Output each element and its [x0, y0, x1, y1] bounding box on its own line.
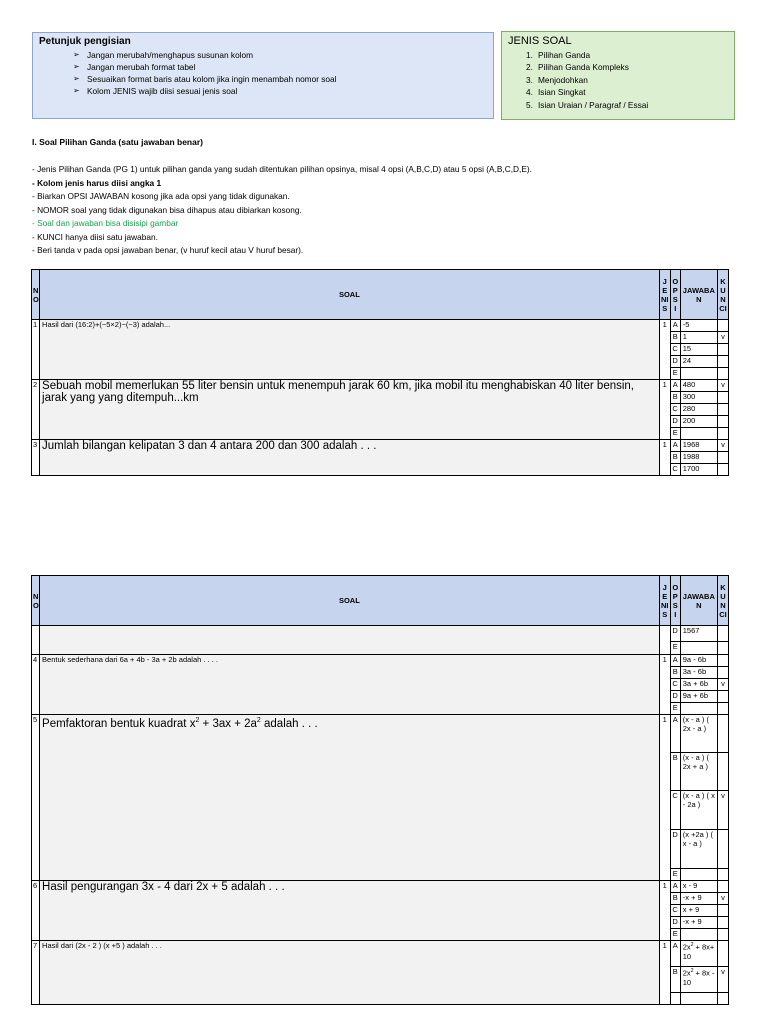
option-label: C — [670, 791, 680, 830]
question-text: Hasil dari (2x - 2 ) (x +5 ) adalah . . . — [40, 941, 660, 1005]
option-label: B — [670, 392, 680, 404]
option-answer: (x - a ) ( 2x + a ) — [680, 753, 717, 791]
option-label: B — [670, 667, 680, 679]
option-key — [717, 655, 728, 667]
question-type-item: 3. Menjodohkan — [526, 74, 588, 85]
option-label: C — [670, 344, 680, 356]
option-key — [717, 452, 728, 464]
header-jenis: JENIS — [659, 270, 670, 320]
note-line: - Kolom jenis harus diisi angka 1 — [32, 177, 162, 188]
question-types-list — [526, 49, 648, 111]
option-answer: 1 — [680, 332, 717, 344]
option-label: A — [670, 380, 680, 392]
option-label: B — [670, 452, 680, 464]
option-key: v — [717, 440, 728, 452]
option-label: E — [670, 703, 680, 715]
option-answer: 280 — [680, 404, 717, 416]
questions-table-2 — [31, 575, 729, 1005]
question-text — [40, 626, 660, 655]
option-label: D — [670, 626, 680, 642]
option-key — [717, 753, 728, 791]
arrow-bullet-icon: ➢ — [73, 74, 80, 83]
questions-table-1 — [31, 269, 729, 476]
option-label: D — [670, 691, 680, 703]
option-label: A — [670, 655, 680, 667]
question-types-title: JENIS SOAL — [508, 35, 572, 47]
option-answer: 300 — [680, 392, 717, 404]
note-line: - Biarkan OPSI JAWABAN kosong jika ada opsi yang tidak digunakan. — [32, 191, 290, 201]
option-label: A — [670, 440, 680, 452]
question-number — [32, 626, 40, 655]
question-jenis: 1 — [659, 440, 670, 476]
option-answer: 1700 — [680, 464, 717, 476]
question-jenis: 1 — [659, 715, 670, 881]
option-key — [717, 667, 728, 679]
question-type-item: 4. Isian Singkat — [526, 87, 586, 98]
option-key — [717, 368, 728, 380]
header-opsi: OPSI — [670, 576, 680, 626]
option-answer — [680, 869, 717, 881]
option-answer: 3a + 6b — [680, 679, 717, 691]
option-key — [717, 626, 728, 642]
note-line: - Beri tanda v pada opsi jawaban benar, (v huruf kecil atau V huruf besar). — [32, 245, 304, 255]
option-label: D — [670, 917, 680, 929]
question-text: Sebuah mobil memerlukan 55 liter bensin untuk menempuh jarak 60 km, jika mobil itu menghabiskan 40 liter bensin, jarak yang yang ditempuh...km — [40, 380, 660, 440]
option-key — [717, 929, 728, 941]
header-no: NO — [32, 576, 40, 626]
section-title: I. Soal Pilihan Ganda (satu jawaban benar) — [32, 137, 203, 147]
option-answer: (x - a ) ( 2x - a ) — [680, 715, 717, 753]
header-soal: SOAL — [40, 576, 660, 626]
option-answer: 1988 — [680, 452, 717, 464]
question-number: 4 — [32, 655, 40, 715]
option-key — [717, 869, 728, 881]
option-label: C — [670, 464, 680, 476]
header-opsi: OPSI — [670, 270, 680, 320]
option-answer: $2x^2 + 8x+ 10$ — [680, 941, 717, 967]
option-key — [717, 392, 728, 404]
note-line: - KUNCI hanya diisi satu jawaban. — [32, 231, 158, 242]
option-key — [717, 703, 728, 715]
arrow-bullet-icon: ➢ — [73, 62, 80, 71]
section-notes — [32, 163, 532, 258]
option-label: A — [670, 320, 680, 332]
option-label: E — [670, 428, 680, 440]
option-label: A — [670, 941, 680, 967]
option-key — [717, 428, 728, 440]
instruction-item: ➢ Kolom JENIS wajib diisi sesuai jenis soal — [73, 86, 238, 96]
question-number: 7 — [32, 941, 40, 1005]
option-answer — [680, 642, 717, 655]
option-answer: 15 — [680, 344, 717, 356]
option-key — [717, 993, 728, 1005]
question-type-item: 5. Isian Uraian / Paragraf / Essai — [526, 99, 649, 110]
option-key — [717, 416, 728, 428]
option-answer: x - 9 — [680, 881, 717, 893]
instructions-box — [32, 32, 494, 119]
option-answer — [680, 929, 717, 941]
option-label: B — [670, 332, 680, 344]
option-answer: 24 — [680, 356, 717, 368]
header-jenis: JENIS — [659, 576, 670, 626]
option-label: C — [670, 404, 680, 416]
option-key — [717, 320, 728, 332]
option-label: B — [670, 967, 680, 993]
option-key — [717, 905, 728, 917]
note-line: - Jenis Pilihan Ganda (PG 1) untuk pilihan ganda yang sudah ditentukan pilihan opsinya, misal 4 opsi (A,B,C,D) atau 5 opsi (A,B,C,D,E). — [32, 164, 532, 174]
option-label: D — [670, 356, 680, 368]
question-jenis: 1 — [659, 941, 670, 1005]
option-answer: 1968 — [680, 440, 717, 452]
option-label: B — [670, 893, 680, 905]
option-answer: 9a + 6b — [680, 691, 717, 703]
option-key — [717, 404, 728, 416]
question-type-item: 1. Pilihan Ganda — [526, 50, 591, 60]
note-line: - NOMOR soal yang tidak digunakan bisa dihapus atau dibiarkan kosong. — [32, 204, 302, 215]
arrow-bullet-icon: ➢ — [73, 86, 80, 95]
question-types-box — [501, 31, 735, 120]
question-text: Hasil dari (16:2)+(−5×2)−(−3) adalah... — [40, 320, 660, 380]
option-label: E — [670, 929, 680, 941]
arrow-bullet-icon: ➢ — [73, 50, 80, 59]
option-label: A — [670, 881, 680, 893]
option-label: C — [670, 679, 680, 691]
instruction-item: ➢ Sesuaikan format baris atau kolom jika ingin menambah nomor soal — [73, 74, 337, 84]
question-text: Bentuk sederhana dari 6a + 4b - 3a + 2b adalah . . . . — [40, 655, 660, 715]
instructions-list — [73, 49, 337, 97]
note-line: - Soal dan jawaban bisa disisipi gambar — [32, 218, 179, 228]
question-jenis: 1 — [659, 380, 670, 440]
question-number: 5 — [32, 715, 40, 881]
question-jenis: 1 — [659, 881, 670, 941]
header-jawaban: JAWABAN — [680, 576, 717, 626]
header-no: NO — [32, 270, 40, 320]
option-key: v — [717, 332, 728, 344]
option-answer — [680, 993, 717, 1005]
option-answer — [680, 368, 717, 380]
option-key — [717, 464, 728, 476]
header-jawaban: JAWABAN — [680, 270, 717, 320]
option-label: A — [670, 715, 680, 753]
option-answer: 3a - 6b — [680, 667, 717, 679]
option-label — [670, 993, 680, 1005]
question-text: Hasil pengurangan 3x - 4 dari 2x + 5 adalah . . . — [40, 881, 660, 941]
option-label: D — [670, 830, 680, 869]
option-answer — [680, 428, 717, 440]
option-key — [717, 881, 728, 893]
option-label: B — [670, 753, 680, 791]
option-key — [717, 917, 728, 929]
question-number: 1 — [32, 320, 40, 380]
question-type-item: 2. Pilihan Ganda Kompleks — [526, 62, 629, 73]
option-label: D — [670, 416, 680, 428]
question-number: 3 — [32, 440, 40, 476]
option-answer: 480 — [680, 380, 717, 392]
option-answer: 9a - 6b — [680, 655, 717, 667]
option-answer: $2x^2 + 8x - 10$ — [680, 967, 717, 993]
option-key: v — [717, 380, 728, 392]
option-answer: 1567 — [680, 626, 717, 642]
option-label: E — [670, 368, 680, 380]
option-key — [717, 642, 728, 655]
option-key: v — [717, 791, 728, 830]
option-answer: -x + 9 — [680, 917, 717, 929]
option-key — [717, 830, 728, 869]
option-answer: 200 — [680, 416, 717, 428]
header-soal: SOAL — [40, 270, 660, 320]
option-answer: (x +2a ) ( x - a ) — [680, 830, 717, 869]
option-key — [717, 941, 728, 967]
header-kunci: KUNCI — [717, 576, 728, 626]
instruction-item: ➢ Jangan merubah format tabel — [73, 62, 196, 72]
option-label: E — [670, 869, 680, 881]
option-key — [717, 344, 728, 356]
option-key — [717, 356, 728, 368]
option-answer: -5 — [680, 320, 717, 332]
option-answer — [680, 703, 717, 715]
question-number: 2 — [32, 380, 40, 440]
instruction-item: ➢ Jangan merubah/menghapus susunan kolom — [73, 50, 254, 60]
option-key: v — [717, 967, 728, 993]
question-text: Jumlah bilangan kelipatan 3 dan 4 antara 200 dan 300 adalah . . . — [40, 440, 660, 476]
option-answer: x + 9 — [680, 905, 717, 917]
option-key — [717, 715, 728, 753]
option-label: E — [670, 642, 680, 655]
question-jenis: 1 — [659, 320, 670, 380]
question-jenis: 1 — [659, 655, 670, 715]
question-jenis — [659, 626, 670, 655]
option-answer: (x - a ) ( x - 2a ) — [680, 791, 717, 830]
option-key — [717, 691, 728, 703]
question-text: Pemfaktoran bentuk kuadrat $x^2 + 3ax + 2a^2$ adalah . . . — [40, 715, 660, 881]
header-kunci: KUNCI — [717, 270, 728, 320]
question-number: 6 — [32, 881, 40, 941]
option-label: C — [670, 905, 680, 917]
option-key: v — [717, 893, 728, 905]
option-answer: -x + 9 — [680, 893, 717, 905]
instructions-title: Petunjuk pengisian — [39, 36, 131, 47]
option-key: v — [717, 679, 728, 691]
